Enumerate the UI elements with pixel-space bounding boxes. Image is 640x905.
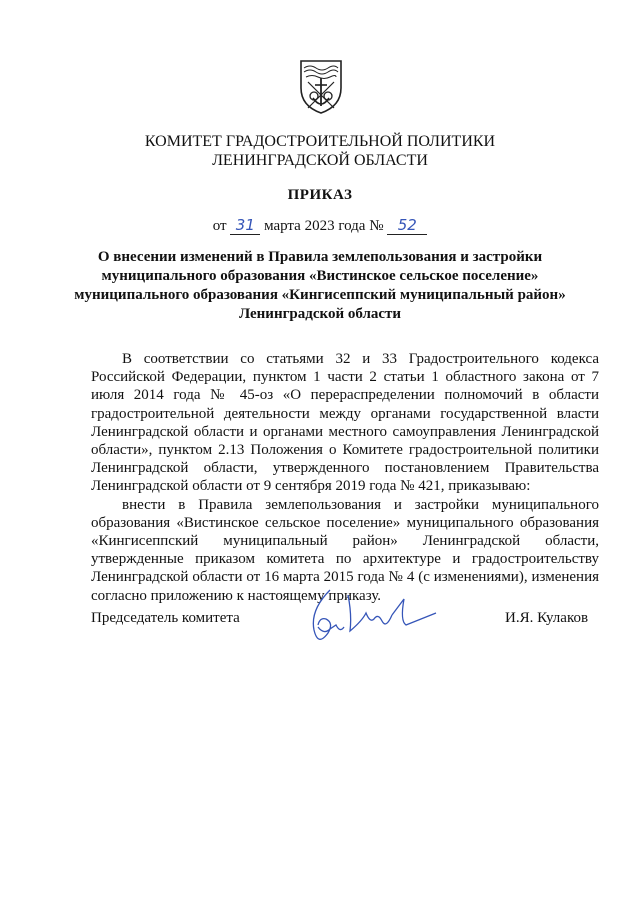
subject-line-3: муниципального образования «Кингисеппский муниципальный район» [74, 287, 566, 303]
document-type: ПРИКАЗ [287, 187, 353, 203]
order-body [91, 350, 599, 605]
subject-line-4: Ленинградской области [238, 306, 402, 322]
subject-line-2: муниципального образования «Вистинское сельское поселение» [101, 268, 539, 284]
committee-line-1: КОМИТЕТ ГРАДОСТРОИТЕЛЬНОЙ ПОЛИТИКИ [144, 133, 496, 150]
body-paragraph-2: внести в Правила землепользования и застройки муниципального образования «Вистинское сельское поселение» муниципального образования «Кингисеппский муниципальный район» Ленинградской области, утвержденные приказом комитета по архитектуре и градостроительству Ленинградской области от 16 марта 2015 года № 4 (с изменениями), изменения согласно приложению к настоящему приказу. [91, 496, 599, 604]
committee-line-2: ЛЕНИНГРАДСКОЙ ОБЛАСТИ [212, 152, 428, 169]
body-paragraph-1: В соответствии со статьями 32 и 33 Градостроительного кодекса Российской Федерации, пунктом 1 части 2 статьи 1 областного закона от 7 июля 2014 года № 45-оз «О перераспределении полномочий в области градостроительной деятельности между органами государственной власти Ленинградской области и органами местного самоуправления Ленинградской области», пунктом 2.13 Положения о Комитете градостроительной политики Ленинградской области, утвержденного постановлением Правительства Ленинградской области от 9 сентября 2019 года № 421, приказываю: [91, 351, 599, 495]
order-number: 52 [387, 216, 427, 235]
date-middle: марта 2023 года № [264, 218, 384, 234]
handwritten-signature-icon [300, 585, 440, 655]
order-subject [60, 248, 580, 324]
date-prefix: от [212, 218, 227, 234]
committee-name [0, 132, 640, 170]
date-day: 31 [230, 216, 260, 235]
subject-line-1: О внесении изменений в Правила землепользования и застройки [97, 249, 543, 265]
dateline [0, 216, 640, 235]
coat-of-arms-icon [298, 58, 344, 116]
signatory-name: И.Я. Кулаков [505, 610, 589, 626]
signatory-position: Председатель комитета [91, 610, 240, 626]
